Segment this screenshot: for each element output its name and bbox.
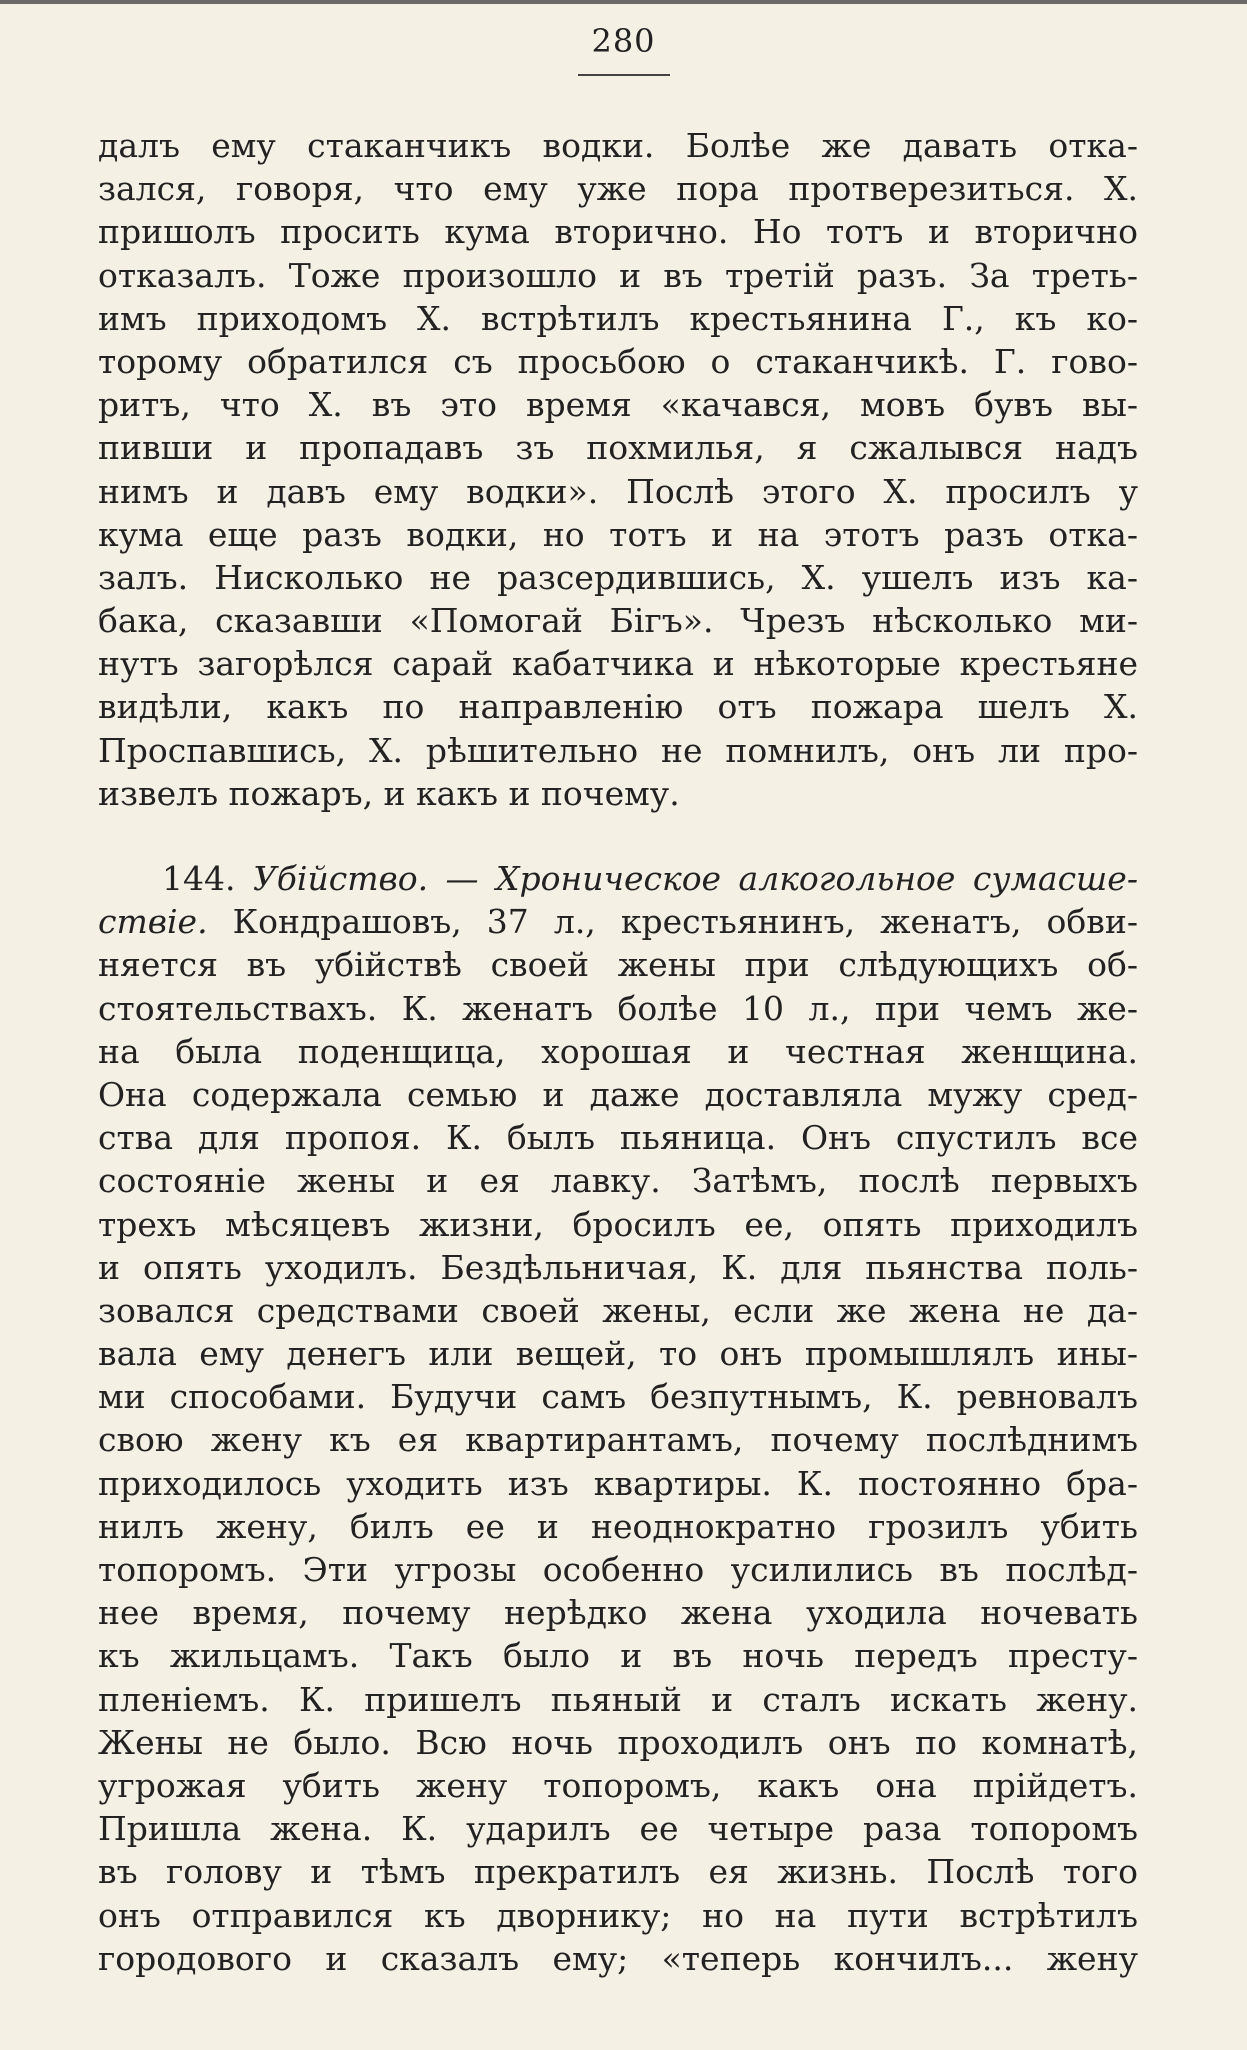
text-line: кума еще разъ водки, но тотъ и на этотъ разъ отка- xyxy=(98,514,1138,554)
page-text xyxy=(98,124,1138,1980)
text-line: залъ. Нисколько не разсердившись, X. ушелъ изъ ка- xyxy=(98,557,1138,597)
text-line: ства для пропоя. К. былъ пьяница. Онъ спустилъ все xyxy=(98,1118,1138,1158)
text-line: извелъ пожаръ, и какъ и почему. xyxy=(98,773,680,813)
text-line: къ жильцамъ. Такъ было и въ ночь передъ престу- xyxy=(98,1636,1138,1676)
text-line: Жены не было. Всю ночь проходилъ онъ по комнатѣ, xyxy=(98,1722,1138,1762)
section-heading: Убійство. — Хроническое алкогольное сумасше- xyxy=(252,859,1138,898)
text-line: зался, говоря, что ему уже пора протверезиться. X. xyxy=(98,169,1138,209)
text-line: отказалъ. Тоже произошло и въ третій разъ. За треть- xyxy=(98,255,1138,295)
text-line: и опять уходилъ. Бездѣльничая, К. для пьянства поль- xyxy=(98,1247,1138,1287)
paragraph-gap xyxy=(98,815,1138,857)
text-line: состояніе жены и ея лавку. Затѣмъ, послѣ первыхъ xyxy=(98,1161,1138,1201)
text-line: трехъ мѣсяцевъ жизни, бросилъ ее, опять приходилъ xyxy=(98,1204,1138,1244)
top-border xyxy=(0,0,1247,4)
text-line: ми способами. Будучи самъ безпутнымъ, К. ревновалъ xyxy=(98,1377,1138,1417)
page-number: 280 xyxy=(591,22,656,60)
text-line: имъ приходомъ X. встрѣтилъ крестьянина Г., къ ко- xyxy=(98,298,1138,338)
text-line: приходилось уходить изъ квартиры. К. постоянно бра- xyxy=(98,1463,1138,1503)
text-line: Пришла жена. К. ударилъ ее четыре раза топоромъ xyxy=(98,1809,1138,1849)
text-line: нутъ загорѣлся сарай кабатчика и нѣкоторые крестьяне xyxy=(98,644,1138,684)
section-number: 144. xyxy=(162,859,236,898)
text-line: городового и сказалъ ему; «теперь кончилъ... жену xyxy=(98,1938,1138,1978)
text-line: зовался средствами своей жены, если же жена не да- xyxy=(98,1290,1138,1330)
text-line: далъ ему стаканчикъ водки. Болѣе же давать отка- xyxy=(98,126,1138,165)
text-line: вала ему денегъ или вещей, то онъ промышлялъ ины- xyxy=(98,1334,1138,1374)
text-line: онъ отправился къ дворнику; но на пути встрѣтилъ xyxy=(98,1895,1138,1935)
text-line: нее время, почему нерѣдко жена уходила ночевать xyxy=(98,1593,1138,1633)
text-line: свою жену къ ея квартирантамъ, почему послѣднимъ xyxy=(98,1420,1138,1460)
text-line: ритъ, что X. въ это время «качався, мовъ бувъ вы- xyxy=(98,385,1138,425)
text-line: бака, сказавши «Помогай Бігъ». Чрезъ нѣсколько ми- xyxy=(98,601,1138,641)
text-line: Она содержала семью и даже доставляла мужу сред- xyxy=(98,1074,1138,1114)
text-line: нилъ жену, билъ ее и неоднократно грозилъ убить xyxy=(98,1506,1138,1546)
text-line: стоятельствахъ. К. женатъ болѣе 10 л., при чемъ же- xyxy=(98,988,1138,1028)
section-heading-cont: ствіе. xyxy=(98,902,208,942)
text-line: торому обратился съ просьбою о стаканчикѣ. Г. гово- xyxy=(98,341,1138,381)
text-line: няется въ убійствѣ своей жены при слѣдующихъ об- xyxy=(98,945,1138,985)
paragraph-1 xyxy=(98,124,1138,815)
text-line xyxy=(98,900,1138,943)
text-line: нимъ и давъ ему водки». Послѣ этого X. просилъ у xyxy=(98,471,1138,511)
paragraph-2 xyxy=(98,857,1138,1980)
text-line: видѣли, какъ по направленію отъ пожара шелъ X. xyxy=(98,687,1138,727)
text-line-rest: Кондрашовъ, 37 л., крестьянинъ, женатъ, обви- xyxy=(232,902,1138,942)
text-line: на была поденщица, хорошая и честная женщина. xyxy=(98,1031,1138,1071)
section-heading-line xyxy=(98,857,1138,900)
text-line: пришолъ просить кума вторично. Но тотъ и вторично xyxy=(98,212,1138,252)
text-line: пленіемъ. К. пришелъ пьяный и сталъ искать жену. xyxy=(98,1679,1138,1719)
text-line: въ голову и тѣмъ прекратилъ ея жизнь. Послѣ того xyxy=(98,1852,1138,1892)
text-line: топоромъ. Эти угрозы особенно усилились въ послѣд- xyxy=(98,1550,1138,1589)
text-line: угрожая убить жену топоромъ, какъ она прійдетъ. xyxy=(98,1765,1138,1805)
page-number-rule xyxy=(578,74,670,76)
text-line: пивши и пропадавъ зъ похмилья, я сжалывся надъ xyxy=(98,428,1138,468)
text-line: Проспавшись, X. рѣшительно не помнилъ, онъ ли про- xyxy=(98,730,1138,770)
